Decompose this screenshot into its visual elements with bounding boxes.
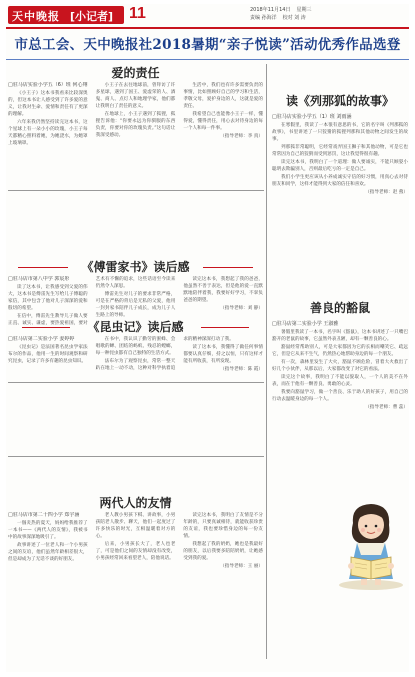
banner-rule [6,59,409,60]
article-title: 《傅雷家书》读后感 [81,260,190,274]
article-teacher: （指导老师：李 真） [220,134,263,139]
article-title: 爱的责任 [111,66,160,80]
header-info [250,6,317,22]
article-byline: □驻马店市第二十四小学 郑宇涵 [8,512,80,518]
article-title: 《昆虫记》读后感 [87,320,184,334]
article-paragraph: 列那狐非常聪明，它经常戏弄国王狮子和其他动物，可是它也常常因为自己的狡猾而受到惩罚，这让我觉得很有趣。 [272,145,408,157]
newspaper-logo [8,6,124,24]
article-paragraph: 在寒假里，我读了一本很有意思的书，它的名字叫《列那狐的故事》，书里讲述了一只狡猾的狐狸列那和其他动物之间发生的故事。 [272,123,408,142]
section-divider [8,456,264,457]
title-ornament-right [201,327,249,328]
article-teacher: （指导老师：王 丽） [220,564,263,569]
article-byline: □驻马店第二实验小学 王淑雅 [272,321,339,327]
article-paragraph: 在书中，我认识了勤劳的蜜蜂、会唱歌的蝉、团结的蚂蚁、残忍的螳螂，每一种昆虫都有自己独特的生活方式。 [95,337,176,356]
article-paragraph: 《小王子》这本书我看来比较深奥的，但这本书让人感受到了许多爱的意义，让我对生命、爱情和责任有了更深的理解。 [8,91,88,117]
title-ornament-left [18,267,68,268]
article-paragraph: 我希望自己也能像小王子一样，懂得爱，懂得责任，用心去对待身边的每一个人和每一件事。 [183,112,263,131]
article-paragraph: 在地球上，小王子遇到了狐狸，狐狸告诉他：“你要永远为你驯服的东西负责，你要对你的玫瑰负责。”这句话让我深受感动。 [95,112,176,138]
article-teacher: （指导老师：曹 蕊） [365,405,408,410]
article-paragraph: 读了这本书，让我感受到父爱的伟大，这本书是傅雷先生写给儿子傅聪的家信，其中包含了他对儿子深深的爱和殷切的希望。 [8,285,88,311]
article-paragraph: 小王子在去往地球前，曾拜访了许多星球，遇到了国王、爱虚荣的人、酒鬼、商人、点灯人和地理学家，他们都让我明白了责任的意义。 [95,83,176,109]
article-ai-de-zeren [8,64,263,186]
logo-section: [小记者] [70,10,114,23]
article-paragraph: 后来，小男孩长大了，老人也老了，可是他们之间的友情却没有改变，小男孩经常回来看望老人，陪他说话。 [95,542,176,561]
reading-child-illustration [331,499,409,591]
editor-credit: 责编 孙海洋 [250,15,277,21]
article-byline: □驻马店第二实验小学 姜婷婷 [8,336,75,342]
article-paragraph: 老人教小男孩下棋、讲故事，小男孩陪老人散步、聊天，他们一起度过了许多快乐的时光，互相温暖着对方的心。 [95,513,176,539]
masthead-rule [6,27,409,29]
article-body [272,110,408,268]
article-liangdairen-youqing [8,494,263,669]
article-teacher: （指导老师：刘 静） [220,306,263,311]
article-paragraph: 读完这本书，我明白了友情是不分年龄的，只要真诚相待，就能收获珍贵的友谊，我也要珍惜身边的每一份友情。 [183,513,263,539]
article-paragraph: 读完这本书，我明白了一个道理：做人要诚实，不能只顾耍小聪明去欺骗别人，否则最后吃亏的一定是自己。 [272,160,408,172]
article-paragraph: 傅雷先生对儿子的要求非常严格，可是在严格的背后是无私的父爱，他用一封封家书陪伴儿子成长，成为儿子人生路上的导师。 [95,292,176,318]
article-paragraph: 读完这个故事，我明白了不能以貌取人，一个人的美不在外表，而在于他有一颗善良、勇敢的心灵。 [272,375,408,387]
issue-weekday: 星期三 [296,7,312,13]
article-title: 善良的豁鼠 [309,301,370,315]
article-byline: □驻马店市第八中学 郭宸彤 [8,276,70,282]
proofread-credit: 校对 刘 涛 [282,15,306,21]
title-ornament-right [203,267,253,268]
article-title: 两代人的友情 [99,496,172,510]
article-body [8,512,263,662]
article-paragraph: 我要向豁鼠学习，做一个善良、乐于助人的好孩子，用自己的行动去温暖身边的每一个人。 [272,390,408,402]
article-paragraph: 六年来我仍然坚持读完这本书，这个星球上有一朵小小的玫瑰，小王子每天都精心照料着她，为她浇水，为她罩上玻璃罩。 [8,120,88,146]
article-body [272,317,408,495]
article-paragraph: 《昆虫记》是法国著名昆虫学家法布尔的作品，他用一生的时间观察和研究昆虫，记录了许多有趣的昆虫知识。 [8,345,88,364]
article-body [8,336,263,446]
article-paragraph: 我们小学生更应该从小养成诚实守信的好习惯，用真心去对待朋友和同学，这样才能得到大家的信任和喜欢。 [272,175,408,187]
title-ornament-left [22,327,70,328]
article-kunchong-ji [8,318,263,453]
article-paragraph: 读完这本书，我想起了我的爸爸，他虽然不善于表达，但是他的爱一直默默地陪伴着我，我要好好学习，不辜负爸爸的期望。 [183,277,263,303]
section-divider [8,190,264,191]
page-banner: 市总工会、天中晚报社2018暑期“亲子悦读”活动优秀作品选登 [14,37,401,53]
article-paragraph: 有一次，森林里发生了大火，豁鼠不顾危险，冒着大火救出了好几个小伙伴，从那以后，大家都改变了对它的看法。 [272,360,408,372]
column-divider [266,64,267,659]
masthead [6,4,409,28]
article-byline: □驻马店实验小学五（1）班 刘雨涵 [272,114,352,120]
article-body [8,82,263,182]
article-paragraph: 法布尔为了观察昆虫，常常一整天趴在地上一动不动，这种对科学执着追求的精神深深打动了我。 [95,337,234,371]
article-paragraph: 一個炎热的夏天，妈妈给我推荐了一本书——《两代人的友情》，我被书中的故事深深地吸引了。 [8,521,88,540]
article-shanliang-huoshu [272,299,408,499]
logo-title: 天中晚报 [12,10,60,23]
article-teacher: （指导老师：陈 霞） [220,367,263,372]
article-liena-hu [272,92,408,272]
article-teacher: （指导老师：赵 燕） [365,190,408,195]
page-number: 11 [129,5,146,22]
article-paragraph: 故事讲述了一位老人和一个小男孩之间的友谊，他们虽然年龄相差很大，但是却成为了无话不谈的好朋友。 [8,543,88,562]
newspaper-page [6,4,409,672]
article-paragraph: 读了这本书，我懂得了做任何事情都要认真仔细，持之以恒，只有这样才能有所收获，有所发现。 [183,345,263,364]
article-byline: □驻马店实验小学五（6）班 何心翔 [8,82,88,88]
article-title: 读《列那狐的故事》 [285,94,394,108]
issue-date: 2018年11月14日 [250,7,291,13]
article-paragraph: 生活中，我们也有许多需要负责的事情，比如照顾好自己的学习和生活，孝敬父母，爱护身边的人，这就是爱的责任。 [183,83,263,109]
article-paragraph: 豁鼠经常帮助别人，可是大家都因为它的长相而嘲笑它、疏远它，但是它从来不生气，仍然热心地帮助身边的每一个朋友。 [272,345,408,357]
article-paragraph: 我想起了我的奶奶，她也是我最好的朋友，以后我要多陪陪奶奶，让她感受到我的爱。 [183,542,263,561]
article-paragraph: 暑假里我读了一本书，名字叫《豁鼠》，这本书讲述了一只嘴巴豁开的老鼠的故事，它虽然外表丑陋，却有一颗善良的心。 [272,330,408,342]
article-paragraph: 在信中，傅雷先生教导儿子做人要正直、诚实、谦虚，要热爱祖国，要对艺术有不懈的追求，这些话语至今读来仍然令人深思。 [8,277,176,326]
